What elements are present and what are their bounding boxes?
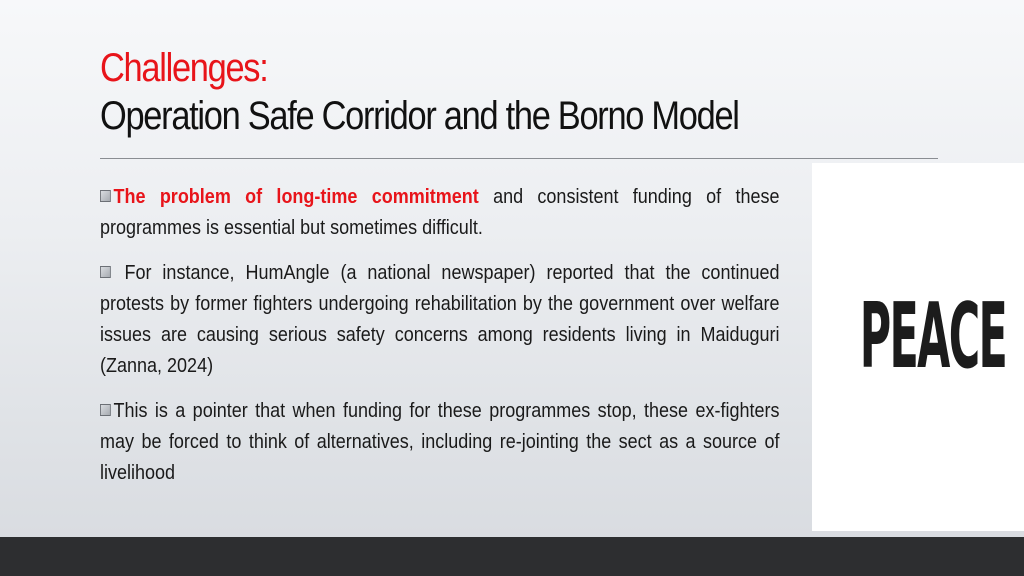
bullet-3-text: This is a pointer that when funding for these programmes stop, these ex-fighters may be forced to think of alternatives, including re-jointing the sect as a source of livelihood [100, 400, 780, 484]
slide-title-challenges: Challenges: [100, 46, 268, 90]
bullet-list [100, 182, 780, 503]
square-bullet-icon [100, 190, 111, 202]
bullet-item-2 [100, 258, 780, 382]
square-bullet-icon [100, 404, 111, 416]
title-block [100, 44, 940, 140]
peace-word: PEACE [859, 285, 1007, 389]
bullet-item-3 [100, 396, 780, 489]
peace-image [812, 163, 1024, 531]
title-divider [100, 158, 938, 159]
bullet-2-text: For instance, HumAngle (a national newspaper) reported that the continued protests by former fighters undergoing rehabilitation by the government over welfare issues are causing serious safety concerns among residents living in Maiduguri (Zanna, 2024) [100, 262, 780, 377]
footer-bar [0, 537, 1024, 576]
bullet-1-text: and consistent funding of these programmes is essential but sometimes difficult. [100, 186, 780, 239]
bullet-1-highlight: The problem of long-time commitment [113, 186, 479, 208]
slide-subtitle: Operation Safe Corridor and the Borno Model [100, 94, 739, 138]
square-bullet-icon [100, 266, 111, 278]
bullet-item-1 [100, 182, 780, 244]
